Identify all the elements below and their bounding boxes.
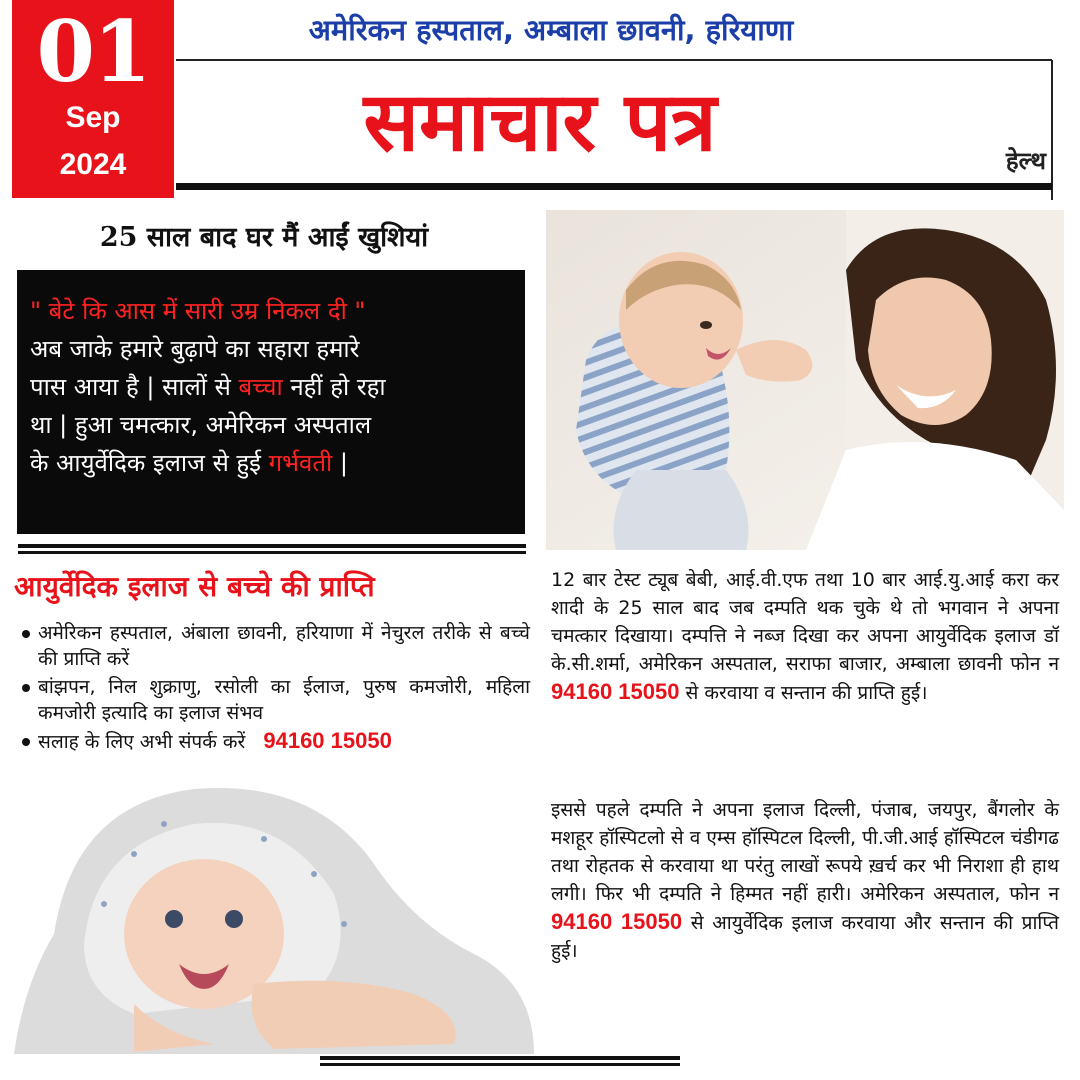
divider: [18, 544, 526, 548]
mother-baby-photo: [546, 210, 1064, 550]
treatment-headline: आयुर्वेदिक इलाज से बच्चे की प्राप्ति: [14, 570, 375, 603]
quote-line: " बेटे कि आस में सारी उम्र निकल दी ": [30, 297, 366, 325]
quote-line: अब जाके हमारे बुढ़ापे का सहारा हमारे: [30, 335, 360, 363]
footer-rule: [320, 1056, 680, 1060]
header-bottom-rule: [176, 183, 1052, 190]
article-paragraph-2: इससे पहले दम्पति ने अपना इलाज दिल्ली, पंजाब, जयपुर, बैंगलोर के मशहूर हॉस्पिटलो से व एम्स हॉस्पिटल दिल्ली, पी.जी.आई हॉस्पिटल चंडीगढ तथा रोहतक से करवाया था परंतु लाखों रूपये ख़र्च कर भी निराशा ही हाथ लगी। फिर भी दम्पति ने हिम्मत नहीं हारी। अमेरिकन अस्पताल, फोन न 94160 15050 से आयुर्वेदिक इलाज करवाया और सन्तान की प्राप्ति हुई।: [551, 799, 1059, 962]
date-month: Sep: [65, 101, 121, 134]
phone-number: 94160 15050: [551, 679, 680, 704]
phone-number: 94160 15050: [551, 909, 683, 934]
treatment-list: [18, 620, 530, 757]
highlight-pregnant: गर्भवती: [268, 449, 333, 477]
header-top-rule: [176, 59, 1052, 61]
baby-towel-photo: [14, 784, 534, 1054]
header-vertical-rule: [1051, 60, 1053, 200]
date-day: 01: [36, 2, 150, 101]
divider: [18, 551, 526, 554]
article-paragraph-1: 12 बार टेस्ट ट्यूब बेबी, आई.वी.एफ तथा 10 बार आई.यु.आई करा कर शादी के 25 साल बाद जब दम्पति थक चुके थे तो भगवान ने अपना चमत्कार दिखाया। दम्पत्ति ने नब्ज दिखा कर अपना आयुर्वेदिक इलाज डॉ के.सी.शर्मा, अमेरिकन अस्पताल, सराफा बाजार, अम्बाला छावनी फोन न 94160 15050 से करवाया व सन्तान की प्राप्ति हुई।: [551, 569, 1059, 704]
footer-rule: [320, 1063, 680, 1066]
phone-number: 94160 15050: [263, 728, 392, 753]
highlight-child: बच्चा: [238, 373, 283, 401]
list-item: बांझपन, निल शुक्राणु, रसोली का ईलाज, पुरुष कमजोरी, महिला कमजोरी इत्यादि का इलाज संभव: [18, 674, 530, 726]
list-item: सलाह के लिए अभी संपर्क करें 94160 15050: [18, 728, 530, 755]
hospital-name: अमेरिकन हस्पताल, अम्बाला छावनी, हरियाणा: [308, 13, 794, 47]
story-headline: 25 साल बाद घर मैं आईं खुशियां: [99, 222, 429, 253]
date-year: 2024: [59, 148, 127, 181]
quote-text: [30, 292, 520, 482]
list-item: अमेरिकन हस्पताल, अंबाला छावनी, हरियाणा में नेचुरल तरीके से बच्चे की प्राप्ति करें: [18, 620, 530, 672]
quote-box: [17, 270, 525, 534]
section-label: हेल्थ: [1005, 147, 1046, 175]
quote-line: के आयुर्वेदिक इलाज से हुई गर्भवती |: [30, 449, 348, 477]
quote-line: पास आया है | सालों से बच्चा नहीं हो रहा: [30, 373, 386, 401]
date-badge: [12, 0, 174, 198]
quote-line: था | हुआ चमत्कार, अमेरिकन अस्पताल: [30, 411, 372, 439]
masthead-title: समाचार पत्र: [363, 75, 717, 170]
